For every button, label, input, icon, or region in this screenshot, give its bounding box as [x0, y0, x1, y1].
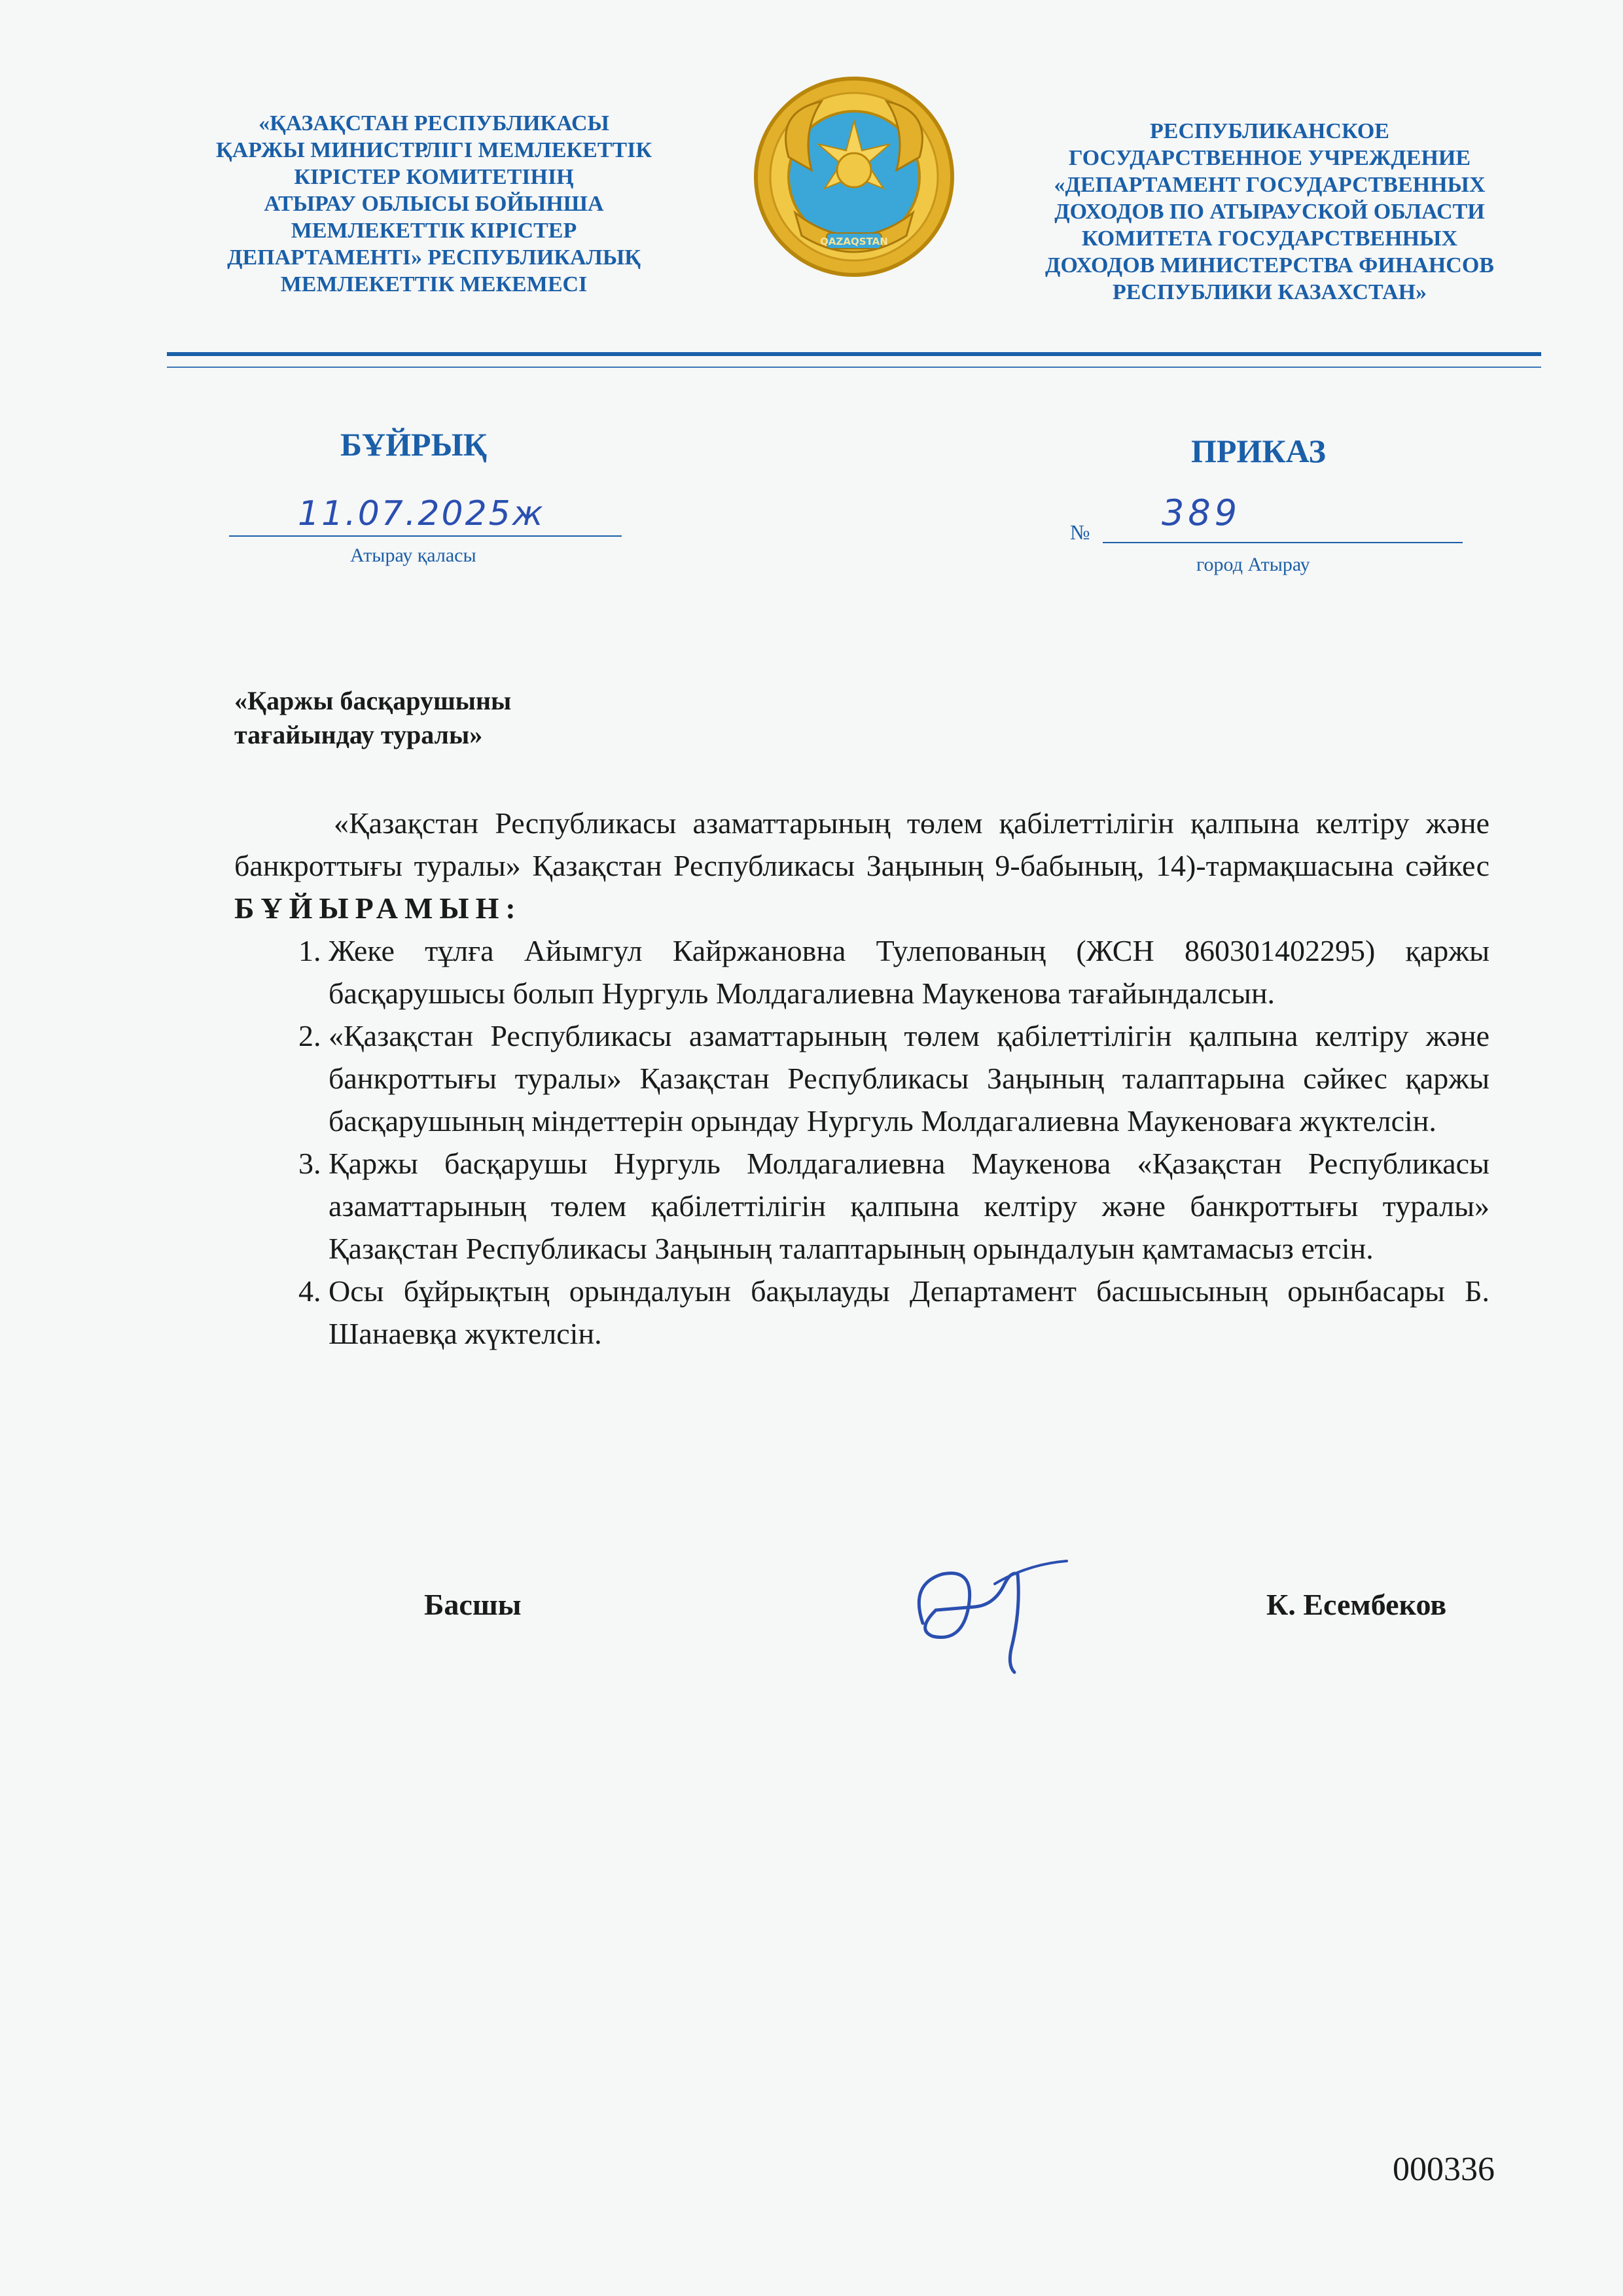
order-item: 3. Қаржы басқарушы Нургуль Молдагалиевна Маукенова «Қазақстан Республикасы азаматтарының төлем қабілеттілігін қалпына келтіру және банкроттығы туралы» Қазақстан Республикасы Заңының талаптарының орындалуын қамтамасыз етсін. — [329, 1142, 1489, 1270]
order-date: 11.07.2025ж — [298, 494, 545, 533]
registration-number: 000336 — [1393, 2151, 1495, 2188]
signer-position: Басшы — [424, 1588, 522, 1621]
city-kz: Атырау қаласы — [350, 545, 476, 566]
header-org-ru: РЕСПУБЛИКАНСКОЕ ГОСУДАРСТВЕННОЕ УЧРЕЖДЕНИЕ «ДЕПАРТАМЕНТ ГОСУДАРСТВЕННЫХ ДОХОДОВ ПО АТЫРАУСКОЙ ОБЛАСТИ КОМИТЕТА ГОСУДАРСТВЕННЫХ ДОХОДОВ МИНИСТЕРСТВА ФИНАНСОВ РЕСПУБЛИКИ КАЗАХСТАН» — [1045, 119, 1494, 304]
order-subject: «Қаржы басқарушыны тағайындау туралы» — [234, 686, 512, 749]
header-divider-thin — [167, 367, 1541, 368]
header-divider — [167, 352, 1541, 356]
doc-type-kz: БҰЙРЫҚ — [340, 426, 487, 463]
order-number: 389 — [1162, 492, 1241, 533]
command-word: БҰЙЫРАМЫН: — [234, 891, 522, 925]
emblem-text: QAZAQSTAN — [820, 236, 888, 247]
state-emblem-icon — [749, 72, 959, 281]
number-underline — [1103, 542, 1463, 543]
handwritten-signature — [897, 1545, 1113, 1676]
header-org-kz: «ҚАЗАҚСТАН РЕСПУБЛИКАСЫ ҚАРЖЫ МИНИСТРЛІГІ МЕМЛЕКЕТТІК КІРІСТЕР КОМИТЕТІНІҢ АТЫРАУ ОБЛЫСЫ БОЙЫНША МЕМЛЕКЕТТІК КІРІСТЕР ДЕПАРТАМЕНТІ» РЕСПУБЛИКАЛЫҚ МЕМЛЕКЕТТІК МЕКЕМЕСІ — [216, 111, 652, 296]
doc-type-ru: ПРИКАЗ — [1191, 433, 1326, 469]
order-body — [234, 802, 1489, 1355]
order-item: 1. Жеке тұлға Айымгул Кайржановна Тулепованың (ЖСН 860301402295) қаржы басқарушысы болып Нургуль Молдагалиевна Маукенова тағайындалсын. — [329, 929, 1489, 1014]
order-item: 2. «Қазақстан Республикасы азаматтарының төлем қабілеттілігін қалпына келтіру және банкроттығы туралы» Қазақстан Республикасы Заңының талаптарына сәйкес қаржы басқарушының міндеттерін орындау Нургуль Молдагалиевна Маукеноваға жүктелсін. — [329, 1014, 1489, 1142]
city-ru: город Атырау — [1196, 554, 1310, 575]
intro-text: «Қазақстан Республикасы азаматтарының төлем қабілеттілігін қалпына келтіру және банкроттығы туралы» Қазақстан Республикасы Заңының 9-бабының, 14)-тармақшасына сәйкес — [234, 806, 1489, 882]
order-items — [234, 929, 1489, 1355]
number-label: № — [1070, 520, 1090, 544]
intro-paragraph — [234, 802, 1489, 929]
signer-name: К. Есембеков — [1266, 1588, 1447, 1621]
date-underline — [229, 535, 622, 537]
order-item: 4. Осы бұйрықтың орындалуын бақылауды Департамент басшысының орынбасары Б. Шанаевқа жүктелсін. — [329, 1270, 1489, 1355]
